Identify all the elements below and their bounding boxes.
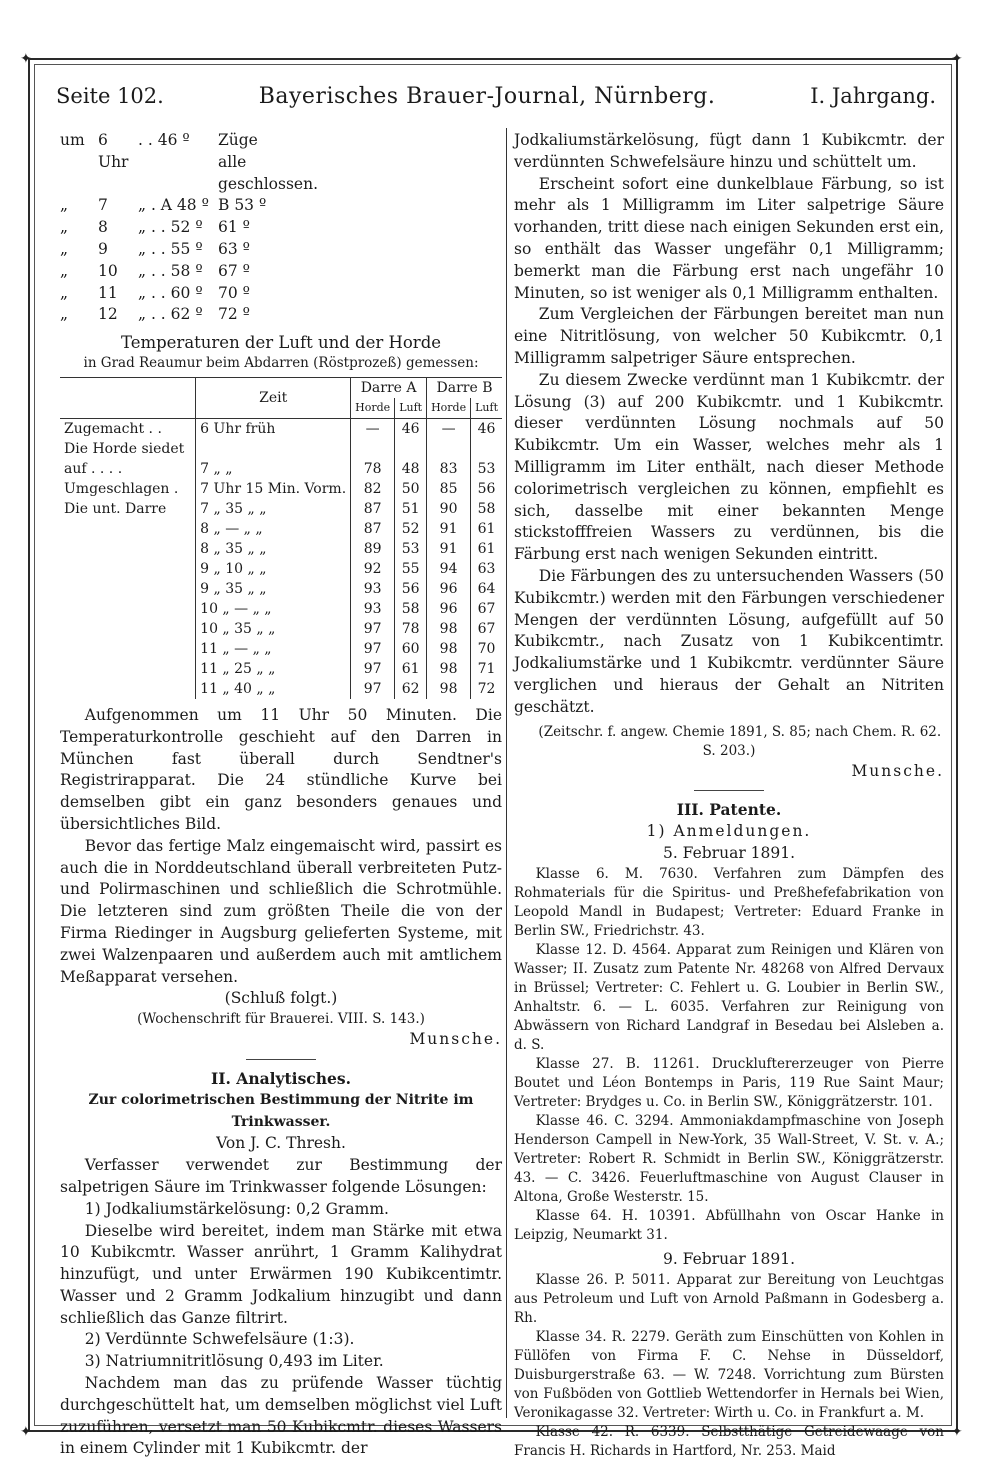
table-cell: 98: [427, 679, 471, 699]
time-line-cell: „ . . 55 º: [138, 239, 203, 258]
time-line-cell: 70 º: [218, 283, 250, 302]
table-cell: 10 „ — „ „: [196, 599, 351, 619]
table-cell: 55: [395, 559, 427, 579]
table-cell: 98: [427, 619, 471, 639]
time-line-cell: um: [60, 131, 85, 149]
time-line-cell: „: [60, 196, 69, 215]
table-cell: 82: [351, 479, 395, 499]
table-cell: 67: [477, 620, 496, 637]
table-cell: 97: [351, 619, 395, 639]
table-cell: [60, 519, 196, 539]
table-row: [60, 459, 502, 479]
corner-ornament-icon: ✦: [20, 1424, 32, 1440]
table-row: [60, 519, 502, 539]
volume-label: I. Jahrgang.: [810, 84, 936, 108]
table-cell: [60, 539, 196, 559]
table-cell: 60: [395, 639, 427, 659]
table-cell: 53: [477, 460, 496, 477]
table-cell: [471, 439, 502, 459]
time-list: [60, 130, 502, 326]
table-cell: 46: [477, 420, 496, 437]
section-heading: III. Patente.: [676, 800, 782, 820]
table-cell: 58: [395, 599, 427, 619]
time-line-cell: B 53 º: [218, 196, 267, 215]
table-cell: —: [427, 418, 471, 439]
table-cell: 11 „ — „ „: [196, 639, 351, 659]
table-cell: 78: [351, 459, 395, 479]
table-row: [60, 659, 502, 679]
patent-entry: Klasse 26. P. 5011. Apparat zur Bereitung von Leuchtgas aus Petroleum und Luft von Arnold Paßmann in Godesberg a. Rh.: [514, 1271, 944, 1326]
table-row: [60, 559, 502, 579]
table-cell: 93: [351, 579, 395, 599]
page-number: Seite 102.: [56, 84, 164, 108]
table-cell: 11 „ 25 „ „: [196, 659, 351, 679]
table-cell: [60, 639, 196, 659]
table-cell: 61: [477, 520, 496, 537]
table-cell: 48: [395, 459, 427, 479]
table-row: [60, 599, 502, 619]
table-cell: 56: [395, 579, 427, 599]
paragraph: Bevor das fertige Malz eingemaischt wird, passirt es auch die in Norddeutschland überall verbreiteten Putz- und Polirmaschinen und schließlich die Schrotmühle. Die letzteren sind zum größten Theile die von der Firma Riedinger in Augsburg gelieferten Systeme, mit zwei Walzenpaaren und außerdem auch mit amtlichem Meßapparat versehen.: [60, 836, 502, 986]
table-cell: 89: [351, 539, 395, 559]
table-cell: 91: [427, 519, 471, 539]
table-cell: [60, 619, 196, 639]
right-column: [514, 130, 944, 1461]
time-line-cell: „: [60, 239, 69, 258]
table-cell: Die unt. Darre: [60, 499, 196, 519]
table-cell: 96: [427, 599, 471, 619]
time-line-cell: 67 º: [218, 261, 250, 280]
paragraph: Die Färbungen des zu untersuchenden Wassers (50 Kubikcmtr.) werden mit den Färbungen verschiedener Mengen der verdünnten Lösung, aufgefüllt auf 50 Kubikcmtr., nach Zusatz von 1 Kubikcentimtr. Jodkaliumstärke und 1 Kubikcmtr. verdünnter Säure verglichen und hieraus der Gehalt an Nitriten geschätzt.: [514, 566, 944, 716]
table-head-luft: Luft: [475, 400, 498, 414]
table-cell: 11 „ 40 „ „: [196, 679, 351, 699]
table-head-label: [60, 377, 196, 418]
table-cell: 46: [395, 418, 427, 439]
time-line-cell: „ . . 58 º: [138, 261, 203, 280]
subsection-heading: 1) Anmeldungen.: [646, 822, 812, 841]
table-row: [60, 479, 502, 499]
table-cell: [60, 579, 196, 599]
table-body: [60, 418, 502, 699]
time-line-cell: „ . . 52 º: [138, 218, 203, 237]
table-head-zeit: Zeit: [196, 377, 351, 418]
table-row: [60, 418, 502, 439]
table-cell: 50: [395, 479, 427, 499]
time-line-cell: Züge alle geschlossen.: [218, 131, 318, 193]
paragraph: Verfasser verwendet zur Bestimmung der salpetrigen Säure im Trinkwasser folgende Lösungen:: [60, 1156, 502, 1196]
author-signature: Munsche.: [409, 1030, 502, 1049]
table-cell: 72: [477, 680, 496, 697]
table-cell: 97: [351, 679, 395, 699]
table-cell: 93: [351, 599, 395, 619]
paragraph: Jodkaliumstärkelösung, fügt dann 1 Kubikcmtr. der verdünnten Schwefelsäure hinzu und schüttelt um.: [514, 131, 944, 171]
list-item: 1) Jodkaliumstärkelösung: 0,2 Gramm.: [84, 1199, 389, 1218]
table-cell: Zugemacht . .: [60, 418, 196, 439]
time-line: [60, 195, 502, 217]
date-heading: 9. Februar 1891.: [662, 1249, 796, 1268]
time-line-cell: 72 º: [218, 305, 250, 324]
corner-ornament-icon: ✦: [951, 51, 963, 67]
source-citation: (Wochenschrift für Brauerei. VIII. S. 143.): [137, 1011, 425, 1028]
journal-title: Bayerisches Brauer-Journal, Nürnberg.: [258, 84, 716, 109]
time-line: [60, 130, 502, 195]
table-cell: auf . . . .: [60, 459, 196, 479]
time-line-cell: „: [60, 218, 69, 237]
table-cell: 7 „ 35 „ „: [196, 499, 351, 519]
paragraph: Zu diesem Zwecke verdünnt man 1 Kubikcmtr. der Lösung (3) auf 200 Kubikcmtr. und 1 Kubikcmtr. dieser verdünnten Lösung nochmals auf 50 Kubikcmtr. Um ein Wasser, welches mehr als 1 Milligramm im Liter enthält, nach dieser Methode colorimetrisch vergleichen zu können, empfiehlt es sich, dasselbe mit einer bekannten Menge stickstofffreien Wassers zu verdünnen, bis die Färbung erst nach wenigen Sekunden eintritt.: [514, 370, 944, 564]
table-cell: 87: [351, 499, 395, 519]
table-cell: 97: [351, 639, 395, 659]
table-cell: 78: [395, 619, 427, 639]
table-row: [60, 439, 502, 459]
list-item: 3) Natriumnitritlösung 0,493 im Liter.: [84, 1352, 384, 1371]
table-cell: 92: [351, 559, 395, 579]
table-cell: 7 „ „: [196, 459, 351, 479]
time-line: [60, 283, 502, 305]
table-cell: 98: [427, 639, 471, 659]
article-title: Zur colorimetrischen Bestimmung der Nitrite im Trinkwasser.: [88, 1091, 474, 1130]
table-cell: 71: [477, 660, 496, 677]
table-cell: [60, 559, 196, 579]
section-heading: II. Analytisches.: [211, 1068, 351, 1088]
table-cell: 62: [395, 679, 427, 699]
table-row: [60, 619, 502, 639]
time-line: [60, 261, 502, 283]
page-header: [56, 84, 936, 120]
left-column: [60, 130, 502, 1460]
table-cell: Die Horde siedet: [60, 439, 196, 459]
table-cell: [427, 439, 471, 459]
table-row: [60, 499, 502, 519]
table-head-horde: Horde: [351, 398, 395, 419]
source-citation: (Zeitschr. f. angew. Chemie 1891, S. 85; nach Chem. R. 62. S. 203.): [538, 723, 942, 759]
time-line: [60, 239, 502, 261]
temperature-table: [60, 377, 502, 699]
time-line-cell: „: [60, 261, 69, 280]
table-cell: 67: [477, 600, 496, 617]
table-cell: 70: [477, 640, 496, 657]
table-cell: 98: [427, 659, 471, 679]
time-line-cell: 10: [98, 261, 118, 280]
patent-entry: Klasse 64. H. 10391. Abfüllhahn von Oscar Hanke in Leipzig, Neumarkt 31.: [514, 1207, 944, 1243]
continuation-note: (Schluß folgt.): [224, 989, 338, 1008]
table-cell: 56: [477, 480, 496, 497]
article-author: Von J. C. Thresh.: [216, 1134, 346, 1153]
corner-ornament-icon: ✦: [20, 51, 32, 67]
table-row: [60, 679, 502, 699]
paragraph: Nachdem man das zu prüfende Wasser tüchtig durchgeschüttelt hat, um demselben möglichst viel Luft zuzuführen, versetzt man 50 Kubikcmtr. dieses Wassers in einem Cylinder mit 1 Kubikcmtr. der: [60, 1374, 502, 1458]
author-signature: Munsche.: [851, 761, 944, 780]
table-cell: [196, 439, 351, 459]
corner-ornament-icon: ✦: [951, 1424, 963, 1440]
patent-entry: Klasse 27. B. 11261. Druckluftererzeuger von Pierre Boutet und Léon Bontemps in Paris, 119 Rue Saint Maur; Vertreter: Brydges u. Co. in Berlin SW., Königgrätzerstr. 101.: [514, 1055, 944, 1110]
time-line-cell: 11: [98, 283, 118, 302]
table-cell: 90: [427, 499, 471, 519]
table-cell: 7 Uhr 15 Min. Vorm.: [196, 479, 351, 499]
time-line-cell: „ . A 48 º: [138, 196, 209, 215]
table-cell: 94: [427, 559, 471, 579]
table-cell: —: [351, 418, 395, 439]
time-line-cell: „ . . 62 º: [138, 305, 203, 324]
table-title: Temperaturen der Luft und der Horde: [120, 333, 442, 353]
paragraph: Zum Vergleichen der Färbungen bereitet man nun eine Nitritlösung, von welcher 50 Kubikcmtr. 0,1 Milligramm salpetriger Säure entsprechen.: [514, 305, 944, 367]
patent-entry: Klasse 42. R. 6339. Selbstthätige Getreidewaage von Francis H. Richards in Hartford, Nr. 253. Maid: [514, 1423, 944, 1459]
time-line-cell: „: [60, 305, 69, 324]
time-line-cell: 9: [98, 239, 108, 258]
time-line-cell: „ . . 60 º: [138, 283, 203, 302]
time-line-cell: . . 46 º: [138, 131, 190, 149]
table-cell: 63: [477, 560, 496, 577]
date-heading: 5. Februar 1891.: [662, 843, 796, 862]
time-line-cell: „: [60, 283, 69, 302]
patent-entry: Klasse 12. D. 4564. Apparat zum Reinigen und Klären von Wasser; II. Zusatz zum Patente Nr. 48268 von Alfred Dervaux in Brüssel; Vertreter: C. Fehlert u. G. Loubier in Berlin SW., Anhaltstr. 6. — L. 6035. Verfahren zur Reinigung von Abwässern von Richard Landgraf in Besedau bei Alsleben a. d. S.: [514, 941, 944, 1053]
column-divider: [506, 128, 507, 1418]
table-row: [60, 539, 502, 559]
paragraph: Erscheint sofort eine dunkelblaue Färbung, so ist mehr als 1 Milligramm im Liter salpetrige Säure vorhanden, tritt diese nach einigen Sekunden erst ein, so enthält das Wasser ungefähr 0,1 Milligramm; bemerkt man die Färbung erst nach ungefähr 10 Minuten, so ist weniger als 0,1 Milligramm enthalten.: [514, 174, 944, 302]
divider: [246, 1059, 316, 1060]
table-cell: [60, 599, 196, 619]
table-cell: 61: [395, 659, 427, 679]
table-cell: 61: [477, 540, 496, 557]
patent-entry: Klasse 6. M. 7630. Verfahren zum Dämpfen des Rohmaterials für die Spiritus- und Preßhefefabrikation von Leopold Mandl in Budapest; Vertreter: Eduard Franke in Berlin SW., Friedrichstr. 43.: [514, 865, 944, 939]
table-cell: Umgeschlagen .: [60, 479, 196, 499]
table-cell: 8 „ — „ „: [196, 519, 351, 539]
table-cell: [60, 679, 196, 699]
table-cell: 51: [395, 499, 427, 519]
table-cell: 8 „ 35 „ „: [196, 539, 351, 559]
time-line-cell: 8: [98, 218, 108, 237]
table-cell: 96: [427, 579, 471, 599]
time-line-cell: 7: [98, 196, 108, 215]
table-subtitle: in Grad Reaumur beim Abdarren (Röstprozeß) gemessen:: [83, 354, 479, 371]
time-line: [60, 217, 502, 239]
list-item: 2) Verdünnte Schwefelsäure (1:3).: [84, 1330, 355, 1349]
time-line-cell: 12: [98, 305, 118, 324]
table-cell: 83: [427, 459, 471, 479]
table-cell: 6 Uhr früh: [196, 418, 351, 439]
patent-entry: Klasse 46. C. 3294. Ammoniakdampfmaschine von Joseph Henderson Campell in New-York, 35 Wall-Street, V. St. v. A.; Vertreter: Robert R. Schmidt in Berlin SW., Königgrätzerstr. 43. — C. 3426. Feuerluftmaschine von August Clauser in Altona, Große Westerstr. 15.: [514, 1112, 944, 1205]
table-cell: [395, 439, 427, 459]
table-cell: 9 „ 35 „ „: [196, 579, 351, 599]
table-cell: 97: [351, 659, 395, 679]
table-head-luft: Luft: [395, 398, 427, 419]
patent-entry: Klasse 34. R. 2279. Geräth zum Einschütten von Kohlen in Füllöfen von Firma F. C. Nehse in Düsseldorf, Duisburgerstraße 63. — W. 7248. Vorrichtung zum Bürsten von Fußböden von Gottlieb Wettendorfer in Hernals bei Wien, Veronikagasse 32. Vertreter: Wirth u. Co. in Frankfurt a. M.: [514, 1328, 944, 1421]
table-head-darre-a: Darre A: [351, 377, 427, 398]
divider: [694, 790, 764, 791]
time-line-cell: 61 º: [218, 218, 250, 237]
table-head-darre-b: Darre B: [436, 379, 493, 396]
table-cell: 52: [395, 519, 427, 539]
table-row: [60, 639, 502, 659]
paragraph: Dieselbe wird bereitet, indem man Stärke mit etwa 10 Kubikcmtr. Wasser anrührt, 1 Gramm Kalihydrat hinzufügt, und unter Erwärmen 190 Kubikcentimtr. Wasser und 2 Gramm Jodkalium hinzugibt und dann schließlich das Ganze filtrirt.: [60, 1221, 502, 1327]
table-cell: 53: [395, 539, 427, 559]
time-line: [60, 304, 502, 326]
time-line-cell: 6 Uhr: [98, 131, 129, 171]
table-cell: 58: [477, 500, 496, 517]
table-cell: 9 „ 10 „ „: [196, 559, 351, 579]
table-cell: 91: [427, 539, 471, 559]
table-head-horde: Horde: [427, 398, 471, 419]
time-line-cell: 63 º: [218, 239, 250, 258]
table-cell: [351, 439, 395, 459]
table-cell: 64: [477, 580, 496, 597]
table-cell: 10 „ 35 „ „: [196, 619, 351, 639]
table-row: [60, 579, 502, 599]
table-cell: [60, 659, 196, 679]
paragraph: Aufgenommen um 11 Uhr 50 Minuten. Die Temperaturkontrolle geschieht auf den Darren in München fast überall durch Sendtner's Registrirapparat. Die 24 stündliche Kurve bei demselben gibt ein ganz besonders genaues und übersichtliches Bild.: [60, 705, 502, 833]
table-cell: 85: [427, 479, 471, 499]
table-cell: 87: [351, 519, 395, 539]
